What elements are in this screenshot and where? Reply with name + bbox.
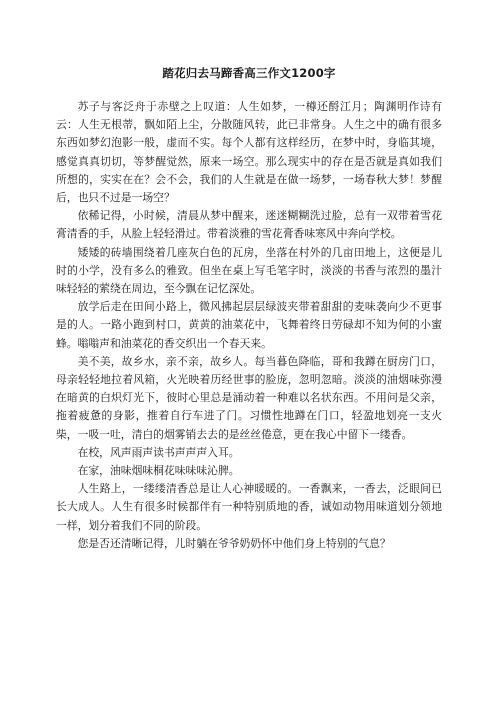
paragraph: 人生路上，一缕缕清香总是让人心神暖暖的。一香飘来，一香去，泛眼间已长大成人。人生有很多时候都伴有一种特别质地的香，诚如动物用味道划分领地一样，划分着我们不同的阶段。 <box>56 482 442 532</box>
paragraph: 依稀记得，小时候，清晨从梦中醒来，迷迷糊糊洗过脸，总有一双带着雪花膏清香的手，从脸上轻轻滑过。带着淡雅的雪花膏香味寒风中奔向学校。 <box>56 209 442 241</box>
paragraph: 您是否还清晰记得，儿时躺在爷爷奶奶怀中他们身上特别的气息？ <box>77 536 391 550</box>
paragraph: 在校，风声雨声读书声声声入耳。 <box>77 445 240 459</box>
paragraph: 矮矮的砖墙围绕着几座灰白色的瓦房，坐落在村外的几亩田地上，这便是儿时的小学，没有多么的雅致。但坐在桌上写毛笔字时，淡淡的书香与浓烈的墨汁味轻轻的萦绕在周边，至今飘在记忆深处。 <box>56 245 442 296</box>
paragraph: 在家，油味烟味桐花味味味沁脾。 <box>77 464 240 478</box>
document-title: 踏花归去马蹄香高三作文1200字 <box>162 66 336 80</box>
paragraph: 美不美，故乡水，亲不亲，故乡人。每当暮色降临，哥和我蹲在厨房门口，母亲轻轻地拉着风箱，火光映着历经世事的脸庞，忽明忽暗。淡淡的油烟味弥漫在暗黄的白炽灯光下，彼时心里总是涌动着一种难以名状东西。不用问是父亲，拖着疲惫的身影，推着自行车进了门。习惯性地蹲在门口，轻盈地划亮一支火柴，一吸一吐，清白的烟雾销去去的是丝丝倦意，更在我心中留下一缕香。 <box>56 354 442 441</box>
paragraph: 放学后走在田间小路上，微风拂起层层绿波夹带着甜甜的麦味袭向少不更事是的人。一路小跑到村口，黄黄的油菜花中，飞舞着终日劳碌却不知为何的小蜜蜂。嗡嗡声和油菜花的香交织出一个春天来。 <box>56 300 442 350</box>
paragraph: 苏子与客泛舟于赤壁之上叹道：人生如梦，一樽还酹江月；陶渊明作诗有云：人生无根蒂，飘如陌上尘，分散随风转，此已非常身。人生之中的确有很多东西如梦幻泡影一般，虚而不实。每个人都有这样经历，在梦中时，身临其境，感觉真真切切，等梦醒觉然，原来一场空。那么现实中的存在是否就是真如我们所想的，实实在在？会不会，我们的人生就是在做一场梦，一场春秋大梦！梦醒后，也只不过是一场空？ <box>56 100 442 205</box>
